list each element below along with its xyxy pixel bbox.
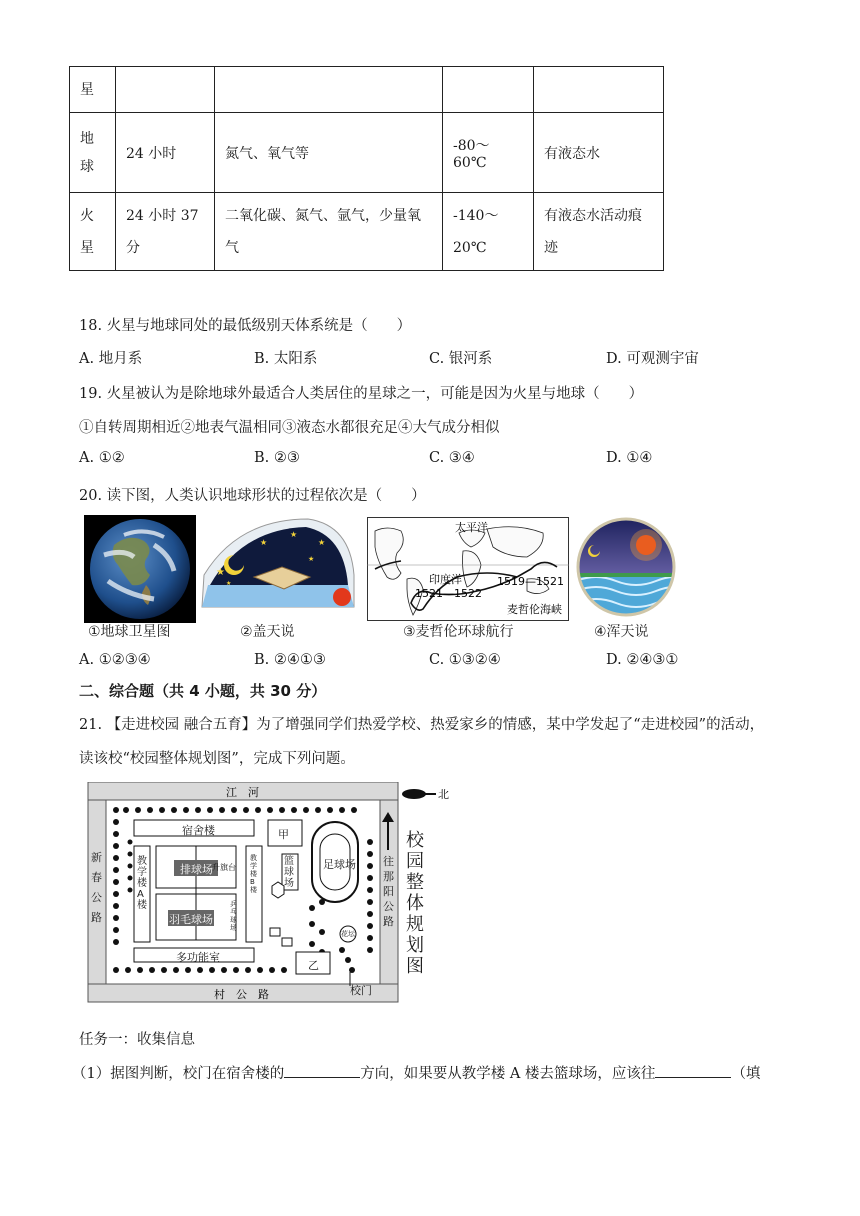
table-cell: -80～60℃ — [443, 113, 534, 193]
q18-option-b: B. 太阳系 — [254, 351, 318, 367]
earth-satellite-figure — [84, 515, 196, 641]
answer-blank-2[interactable] — [655, 1063, 731, 1078]
egg-universe-icon — [576, 515, 680, 623]
map-volleyball: 排球场 — [180, 863, 213, 876]
map-label-pacific: 太平洋 — [455, 521, 488, 534]
svg-text:★: ★ — [216, 567, 225, 578]
svg-text:★: ★ — [260, 538, 268, 547]
q18-stem: 18. 火星与地球同处的最低级别天体系统是（ ） — [79, 318, 412, 334]
map-title: 校园整体规划图 — [406, 830, 424, 977]
q21-sub1 — [72, 1062, 760, 1083]
svg-text:★: ★ — [318, 538, 326, 547]
map-bottom-road: 村 公 路 — [214, 988, 269, 1001]
table-cell — [443, 67, 534, 113]
q20-stem: 20. 读下图，人类认识地球形状的过程依次是（ ） — [79, 488, 426, 504]
sub1-text-a: （1）据图判断，校门在宿舍楼的 — [72, 1066, 285, 1082]
planet-table — [69, 66, 664, 271]
q20-option-c: C. ①③②④ — [429, 652, 501, 668]
table-row — [70, 113, 664, 193]
task1-title: 任务一：收集信息 — [79, 1032, 195, 1048]
map-basketball: 篮球场 — [284, 856, 294, 889]
table-cell: 24 小时 37 分 — [116, 193, 215, 271]
answer-blank-1[interactable] — [284, 1063, 360, 1078]
q19-option-a: A. ①② — [79, 450, 125, 466]
table-cell: 24 小时 — [116, 113, 215, 193]
caption-4: ④浑天说 — [594, 624, 649, 640]
sub1-text-b: 方向，如果要从教学楼 A 楼去篮球场，应该往 — [360, 1066, 656, 1082]
section-title: 二、综合题（共 4 小题，共 30 分） — [79, 682, 327, 700]
map-badminton: 羽毛球场 — [169, 913, 213, 926]
table-cell — [534, 67, 664, 113]
huntian-figure — [576, 515, 680, 641]
table-row — [70, 193, 664, 271]
map-river: 江 河 — [226, 786, 259, 799]
map-right-road: 往那阳公路 — [383, 855, 394, 928]
sub1-text-c: （填 — [731, 1066, 761, 1082]
map-label-strait: 麦哲伦海峡 — [507, 603, 562, 616]
map-table-tennis: 乒乓球场 — [230, 900, 237, 932]
table-cell: 地 球 — [70, 113, 116, 193]
q19-option-b: B. ②③ — [254, 450, 300, 466]
caption-2: ②盖天说 — [240, 624, 295, 640]
table-row — [70, 67, 664, 113]
map-jia: 甲 — [278, 828, 289, 841]
table-cell — [215, 67, 443, 113]
table-cell: -140～ 20℃ — [443, 193, 534, 271]
q19-option-d: D. ①④ — [606, 450, 653, 466]
map-label-route1: 1519—1521 — [497, 575, 564, 588]
table-cell: 氮气、氧气等 — [215, 113, 443, 193]
q19-statements: ①自转周期相近②地表气温相同③液态水都很充足④大气成分相似 — [79, 420, 500, 436]
world-map-icon — [367, 517, 569, 621]
map-football: 足球场 — [323, 858, 356, 871]
map-left-road: 新春公路 — [91, 851, 102, 924]
map-multi: 多功能室 — [176, 951, 220, 964]
q20-option-a: A. ①②③④ — [79, 652, 151, 668]
table-cell: 二氧化碳、氮气、氩气，少量氧 气 — [215, 193, 443, 271]
map-dorm: 宿舍楼 — [182, 824, 215, 837]
table-cell: 有液态水 — [534, 113, 664, 193]
svg-text:★: ★ — [290, 530, 298, 539]
table-cell: 有液态水活动痕 迹 — [534, 193, 664, 271]
magellan-figure — [367, 517, 571, 641]
earth-globe-icon — [84, 515, 196, 623]
q18-option-c: C. 银河系 — [429, 351, 493, 367]
map-flowerbed: 花坛 — [341, 930, 355, 938]
q20-option-d: D. ②④③① — [606, 652, 679, 668]
q19-stem: 19. 火星被认为是除地球外最适合人类居住的星球之一，可能是因为火星与地球（ ） — [79, 386, 644, 402]
map-gate: 校门 — [350, 984, 372, 997]
map-yi: 乙 — [308, 959, 319, 972]
map-label-route2: 1521—1522 — [415, 587, 482, 600]
gaitian-figure — [198, 515, 358, 641]
map-label-indian: 印度洋 — [429, 573, 462, 586]
map-teach-b: 教学楼 B楼 — [250, 854, 257, 894]
caption-3: ③麦哲伦环球航行 — [403, 624, 514, 640]
map-north: 北 — [438, 788, 449, 801]
caption-1: ①地球卫星图 — [88, 624, 171, 640]
table-cell — [116, 67, 215, 113]
map-teach-a: 教学楼 A楼 — [137, 856, 147, 911]
svg-text:★: ★ — [308, 555, 315, 563]
q18-option-d: D. 可观测宇宙 — [606, 351, 699, 367]
q19-option-c: C. ③④ — [429, 450, 475, 466]
q21-line1: 21. 【走进校园 融合五育】为了增强同学们热爱学校、热爱家乡的情感，某中学发起了“走进校园”的活动， — [79, 717, 765, 733]
q18-option-a: A. 地月系 — [79, 351, 143, 367]
campus-map — [86, 782, 456, 1004]
dome-sky-icon — [198, 515, 358, 623]
q21-line2: 读该校“校园整体规划图”，完成下列问题。 — [79, 751, 355, 767]
table-cell: 星 — [70, 67, 116, 113]
q20-option-b: B. ②④①③ — [254, 652, 326, 668]
svg-text:★: ★ — [226, 580, 232, 587]
table-cell: 火 星 — [70, 193, 116, 271]
map-flag: 升旗台 — [212, 863, 236, 872]
